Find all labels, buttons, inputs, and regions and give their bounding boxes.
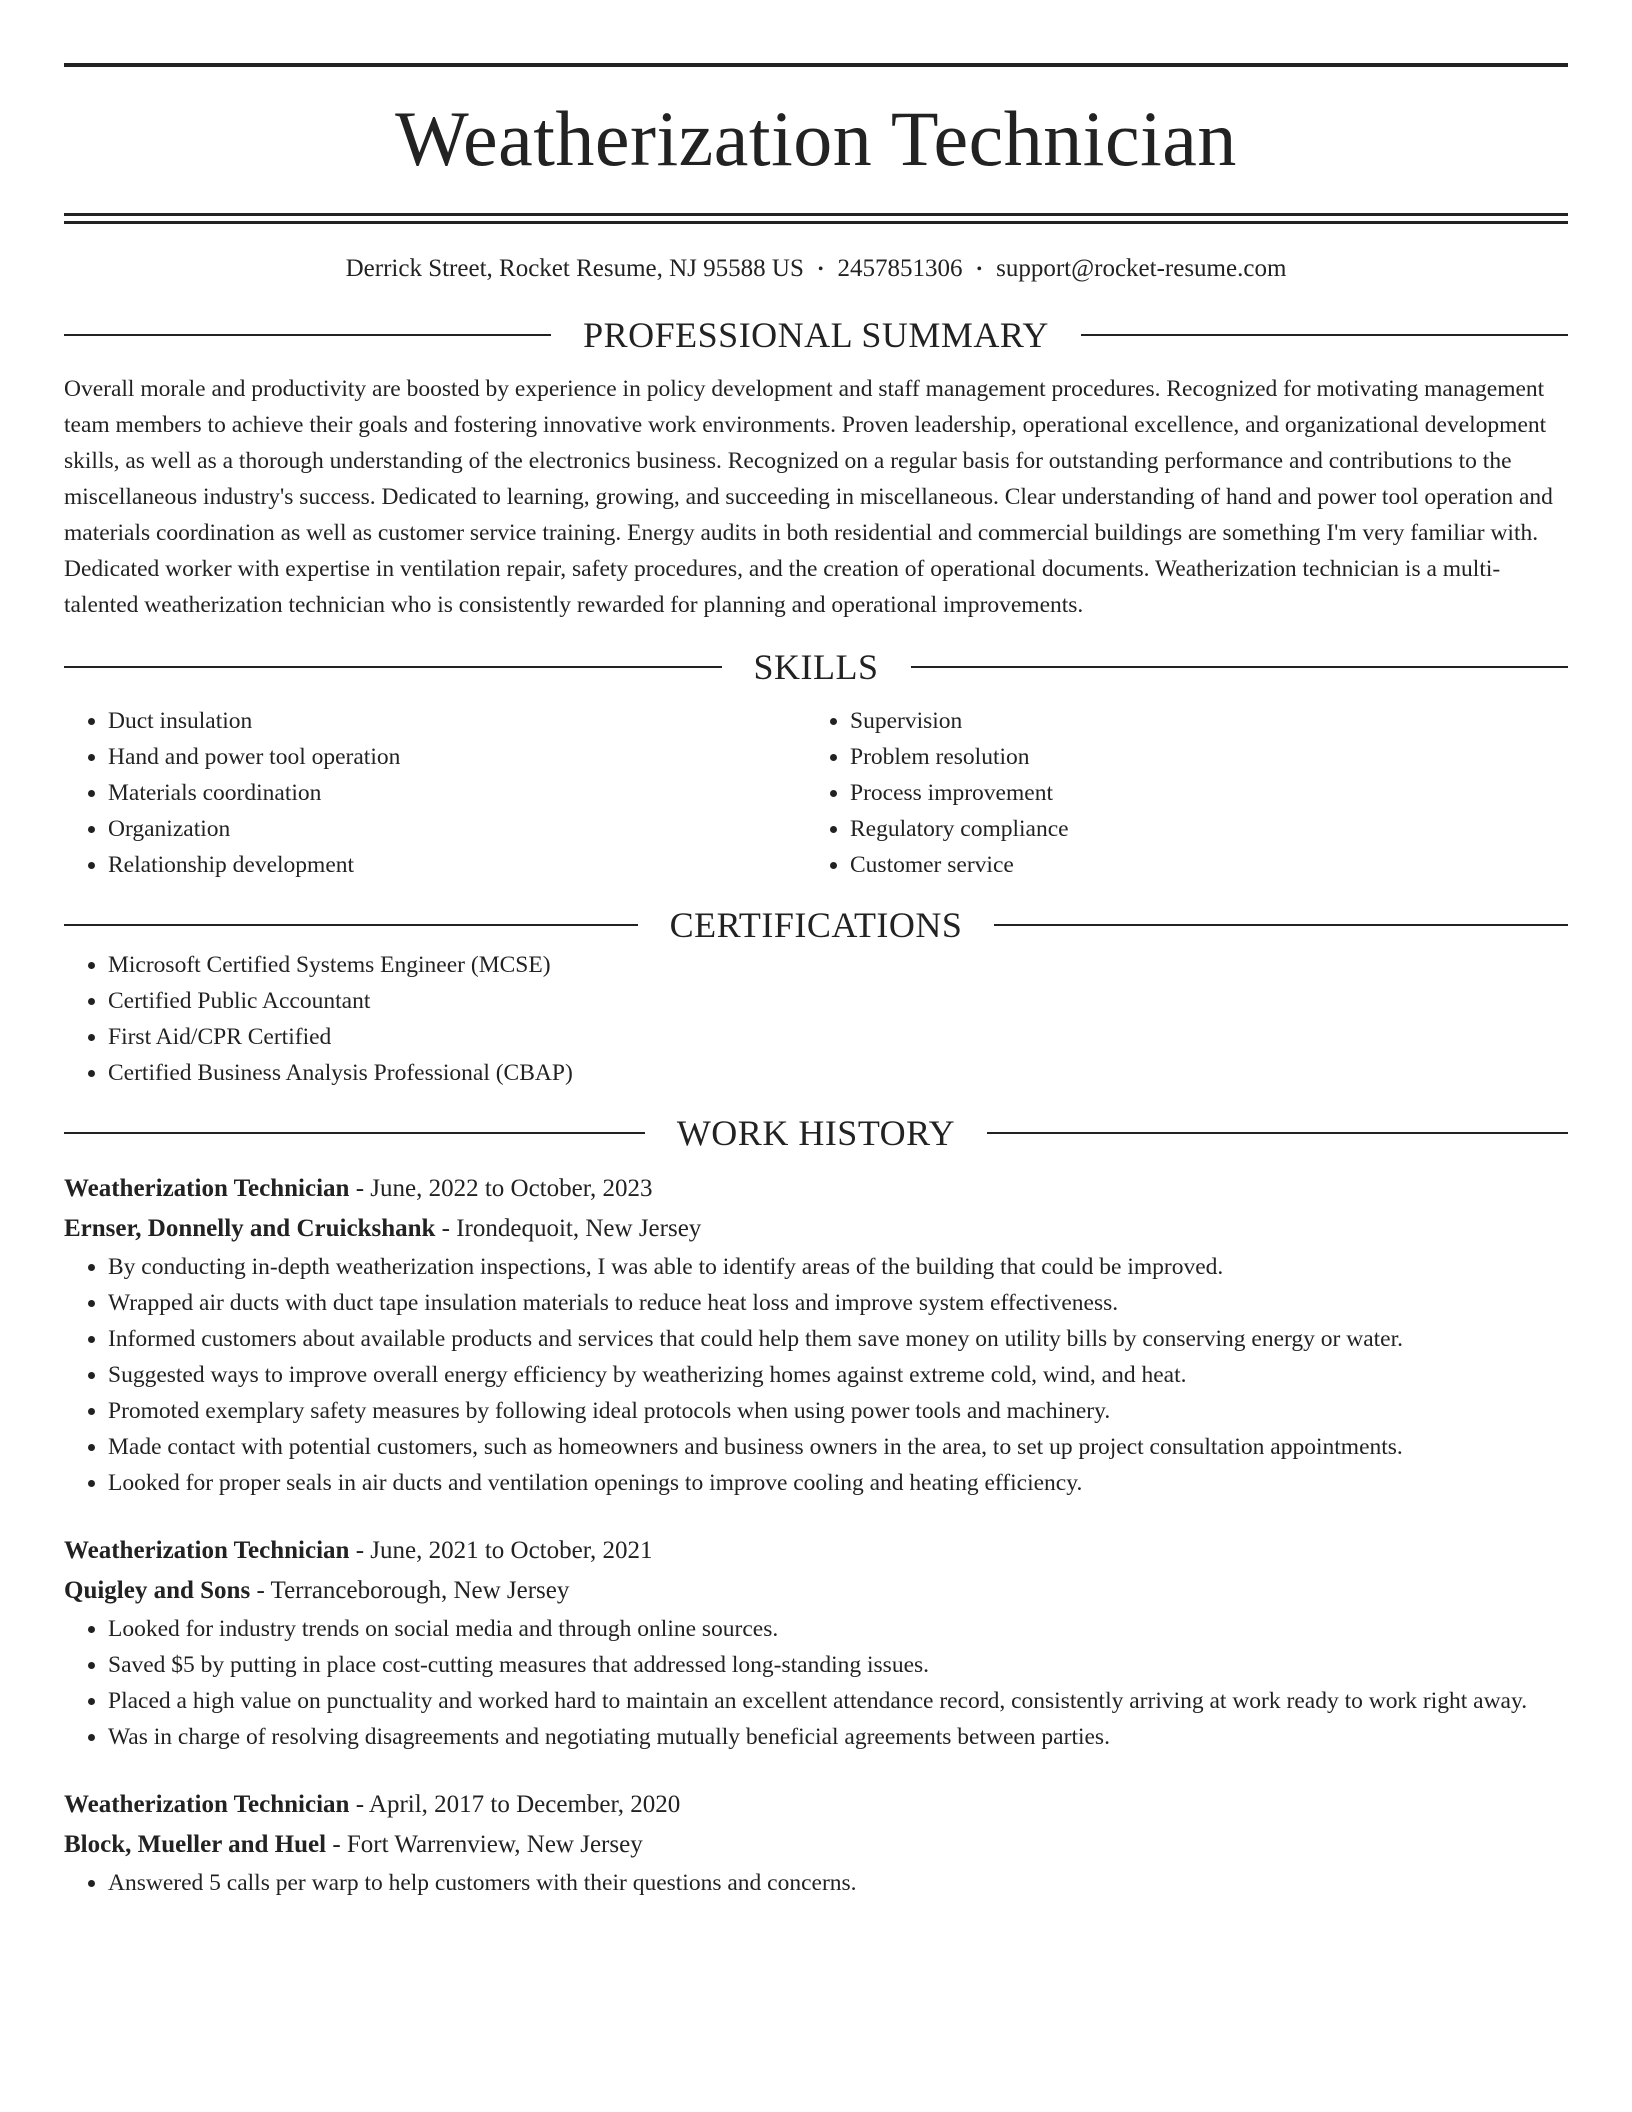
job-location: - Irondequoit, New Jersey xyxy=(435,1215,702,1242)
section-title: CERTIFICATIONS xyxy=(669,905,963,945)
job-title: Weatherization Technician xyxy=(64,1537,350,1564)
job-dates: - June, 2021 to October, 2021 xyxy=(349,1537,653,1564)
section-rule xyxy=(64,1132,645,1134)
job-bullet: • Promoted exemplary safety measures by following ideal protocols when using power tools and machinery. xyxy=(108,1393,1568,1429)
top-rule xyxy=(64,63,1568,67)
section-title: SKILLS xyxy=(753,647,879,687)
resume-page xyxy=(64,0,1568,1901)
skill-item: • Duct insulation xyxy=(108,703,806,739)
skills-grid xyxy=(64,703,1568,883)
job-dates: - April, 2017 to December, 2020 xyxy=(349,1791,681,1818)
job-company: Quigley and Sons xyxy=(64,1577,251,1604)
job-bullets xyxy=(64,1249,1568,1501)
job-title: Weatherization Technician xyxy=(64,1791,350,1818)
resume-title: Weatherization Technician xyxy=(395,95,1237,182)
job-bullet: • Placed a high value on punctuality and worked hard to maintain an excellent attendance record, consistently arriving at work ready to work right away. xyxy=(108,1683,1568,1719)
job-bullets xyxy=(64,1865,1568,1901)
section-header-work-history xyxy=(64,1111,1568,1155)
job-entry xyxy=(64,1169,1568,1501)
skill-item: • Regulatory compliance xyxy=(850,811,1548,847)
contact-line xyxy=(64,253,1568,285)
job-bullet: • Saved $5 by putting in place cost-cutting measures that addressed long-standing issues. xyxy=(108,1647,1568,1683)
job-company: Ernser, Donnelly and Cruickshank xyxy=(64,1215,436,1242)
skill-item: • Materials coordination xyxy=(108,775,806,811)
job-title-line xyxy=(64,1531,1568,1571)
job-bullets xyxy=(64,1611,1568,1755)
certifications-list xyxy=(64,947,1568,1091)
job-location: - Fort Warrenview, New Jersey xyxy=(326,1831,643,1858)
certification-item: • Certified Public Accountant xyxy=(108,983,1568,1019)
section-title: WORK HISTORY xyxy=(676,1113,956,1153)
skill-item: • Relationship development xyxy=(108,847,806,883)
contact-separator: • xyxy=(976,261,983,279)
certification-item: • Microsoft Certified Systems Engineer (MCSE) xyxy=(108,947,1568,983)
job-bullet: • Looked for industry trends on social media and through online sources. xyxy=(108,1611,1568,1647)
section-rule xyxy=(911,666,1569,668)
skill-item: • Customer service xyxy=(850,847,1548,883)
job-bullet: • Was in charge of resolving disagreements and negotiating mutually beneficial agreements between parties. xyxy=(108,1719,1568,1755)
contact-address: Derrick Street, Rocket Resume, NJ 95588 US xyxy=(345,255,804,282)
contact-phone: 2457851306 xyxy=(837,255,963,282)
skills-column-right xyxy=(806,703,1548,883)
section-header-skills xyxy=(64,645,1568,689)
certification-item: • First Aid/CPR Certified xyxy=(108,1019,1568,1055)
section-header-certifications xyxy=(64,903,1568,947)
job-dates: - June, 2022 to October, 2023 xyxy=(349,1175,653,1202)
section-rule xyxy=(64,666,722,668)
certification-item: • Certified Business Analysis Professional (CBAP) xyxy=(108,1055,1568,1091)
contact-separator: • xyxy=(817,261,824,279)
job-entry xyxy=(64,1785,1568,1901)
section-title: PROFESSIONAL SUMMARY xyxy=(583,315,1049,355)
section-rule xyxy=(987,1132,1568,1134)
job-location: - Terranceborough, New Jersey xyxy=(250,1577,570,1604)
job-company-line xyxy=(64,1209,1568,1249)
job-bullet: • Looked for proper seals in air ducts and ventilation openings to improve cooling and heating efficiency. xyxy=(108,1465,1568,1501)
skills-column-left xyxy=(64,703,806,883)
job-title-line xyxy=(64,1169,1568,1209)
summary-paragraph: Overall morale and productivity are boosted by experience in policy development and staff management procedures. Recognized for motivating management team members to achieve their goals and fostering innovative work environments. Proven leadership, operational excellence, and organizational development skills, as well as a thorough understanding of the electronics business. Recognized on a regular basis for outstanding performance and contributions to the miscellaneous industry's success. Dedicated to learning, growing, and succeeding in miscellaneous. Clear understanding of hand and power tool operation and materials coordination as well as customer service training. Energy audits in both residential and commercial buildings are something I'm very familiar with. Dedicated worker with expertise in ventilation repair, safety procedures, and the creation of operational documents. Weatherization technician is a multi-talented weatherization technician who is consistently rewarded for planning and operational improvements. xyxy=(64,376,1553,618)
section-rule xyxy=(64,334,551,336)
section-rule xyxy=(64,924,638,926)
section-rule xyxy=(994,924,1568,926)
job-bullet: • Made contact with potential customers, such as homeowners and business owners in the area, to set up project consultation appointments. xyxy=(108,1429,1568,1465)
skill-item: • Organization xyxy=(108,811,806,847)
job-bullet: • Wrapped air ducts with duct tape insulation materials to reduce heat loss and improve system effectiveness. xyxy=(108,1285,1568,1321)
job-bullet: • Informed customers about available products and services that could help them save money on utility bills by conserving energy or water. xyxy=(108,1321,1568,1357)
job-entry xyxy=(64,1531,1568,1755)
job-bullet: • Answered 5 calls per warp to help customers with their questions and concerns. xyxy=(108,1865,1568,1901)
section-header-summary xyxy=(64,313,1568,357)
job-company-line xyxy=(64,1825,1568,1865)
job-title-line xyxy=(64,1785,1568,1825)
job-company-line xyxy=(64,1571,1568,1611)
skill-item: • Process improvement xyxy=(850,775,1548,811)
skill-item: • Supervision xyxy=(850,703,1548,739)
job-company: Block, Mueller and Huel xyxy=(64,1831,327,1858)
contact-email[interactable]: support@rocket-resume.com xyxy=(996,255,1287,282)
job-bullet: • By conducting in-depth weatherization inspections, I was able to identify areas of the building that could be improved. xyxy=(108,1249,1568,1285)
skill-item: • Problem resolution xyxy=(850,739,1548,775)
section-rule xyxy=(1081,334,1568,336)
job-bullet: • Suggested ways to improve overall energy efficiency by weatherizing homes against extreme cold, wind, and heat. xyxy=(108,1357,1568,1393)
double-rule xyxy=(64,213,1568,224)
skill-item: • Hand and power tool operation xyxy=(108,739,806,775)
job-title: Weatherization Technician xyxy=(64,1175,350,1202)
